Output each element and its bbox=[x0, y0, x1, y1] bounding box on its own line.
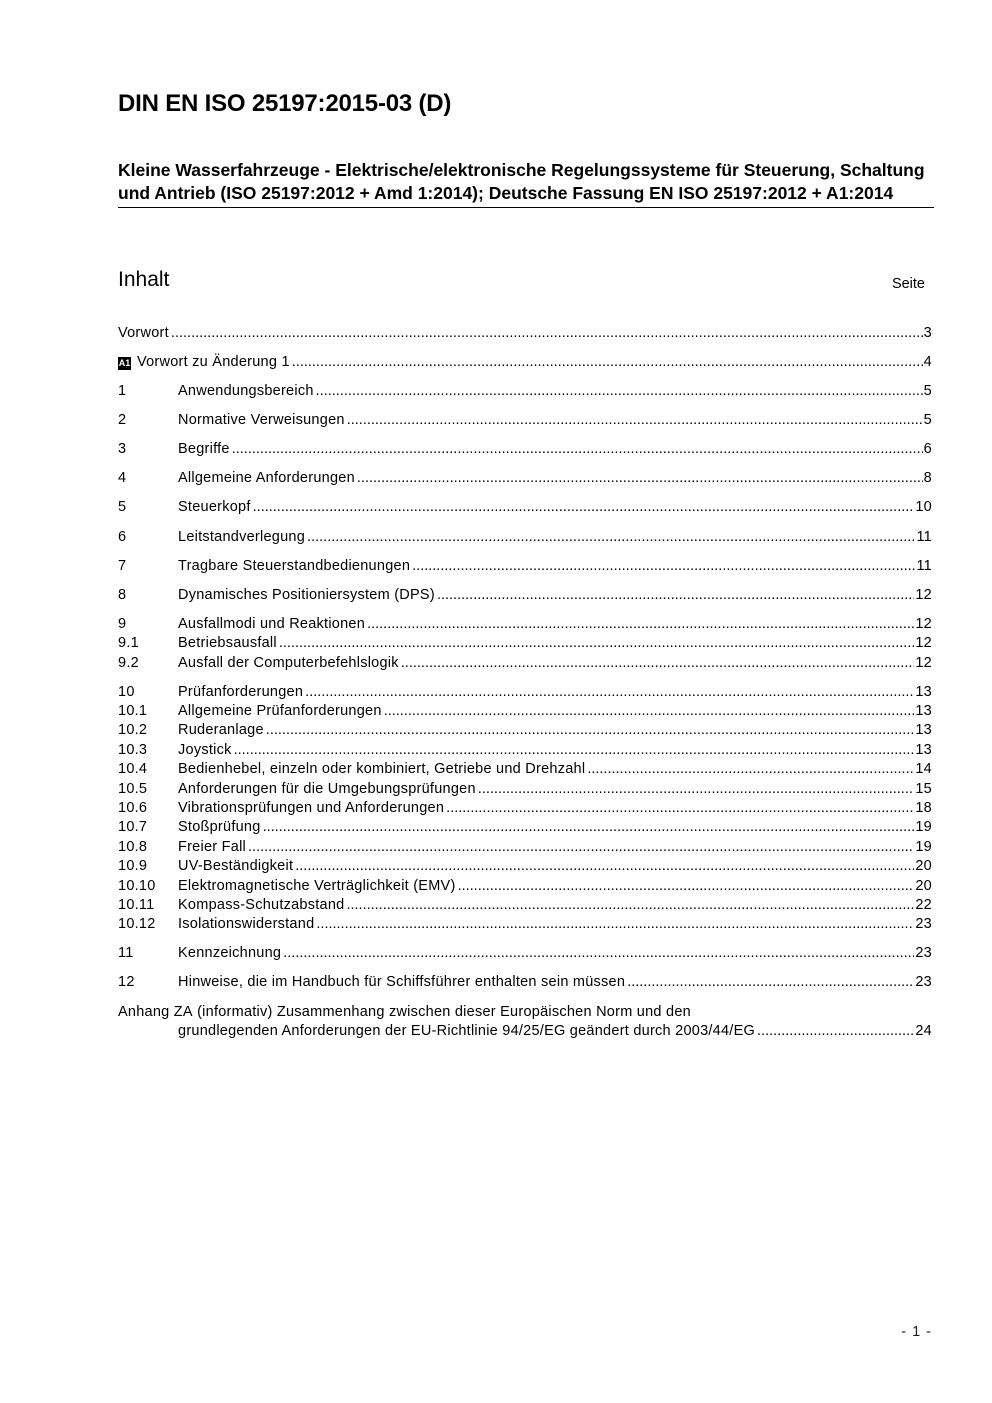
toc-entry-title: Vibrationsprüfungen und Anforderungen bbox=[178, 799, 445, 816]
toc-entry[interactable] bbox=[118, 839, 932, 858]
toc-entry-title: Isolationswiderstand bbox=[178, 916, 315, 933]
dot-leader bbox=[292, 354, 923, 370]
dot-leader bbox=[357, 470, 923, 486]
toc-entry-title: Freier Fall bbox=[178, 838, 247, 855]
toc-entry[interactable] bbox=[118, 441, 932, 460]
toc-entry-title: Ausfallmodi und Reaktionen bbox=[178, 615, 366, 632]
toc-entry[interactable] bbox=[118, 325, 932, 344]
toc-entry[interactable] bbox=[118, 499, 932, 518]
toc-entry-title: Hinweise, die im Handbuch für Schiffsführer enthalten sein müssen bbox=[178, 974, 626, 991]
toc-entry-number: 1 bbox=[118, 383, 127, 400]
toc-entry[interactable] bbox=[118, 616, 932, 635]
toc-entry-page: 5 bbox=[923, 383, 932, 400]
toc-entry[interactable] bbox=[118, 703, 932, 722]
toc-entry-number: 4 bbox=[118, 470, 127, 487]
toc-entry-title: Betriebsausfall bbox=[178, 635, 277, 652]
toc-entry-page: 12 bbox=[915, 586, 932, 603]
dot-leader bbox=[283, 945, 914, 961]
toc-entry-title: Allgemeine Anforderungen bbox=[178, 470, 355, 487]
toc-entry-title: Leitstandverlegung bbox=[178, 528, 306, 545]
dot-leader bbox=[263, 819, 915, 835]
dot-leader bbox=[248, 839, 914, 855]
toc-entry[interactable] bbox=[118, 354, 932, 373]
toc-entry-title: Ausfall der Computerbefehlslogik bbox=[178, 654, 399, 671]
toc-entry-title: Anwendungsbereich bbox=[178, 383, 314, 400]
toc-entry-title: Dynamisches Positioniersystem (DPS) bbox=[178, 586, 435, 603]
toc-entry-title: Normative Verweisungen bbox=[178, 412, 345, 429]
toc-entry-number: 11 bbox=[118, 945, 134, 962]
toc-entry[interactable] bbox=[118, 945, 932, 964]
toc-entry-number: 10.9 bbox=[118, 858, 148, 875]
dot-leader bbox=[295, 858, 914, 874]
toc-entry-number: 6 bbox=[118, 528, 127, 545]
dot-leader bbox=[458, 878, 915, 894]
toc-heading: Inhalt bbox=[118, 268, 170, 291]
toc-entry-number: 12 bbox=[118, 974, 135, 991]
toc-entry-title: Anforderungen für die Umgebungsprüfungen bbox=[178, 780, 476, 797]
dot-leader bbox=[478, 781, 915, 797]
toc-entry-page: 13 bbox=[915, 683, 932, 700]
toc-entry-page: 13 bbox=[915, 741, 932, 758]
toc-entry[interactable] bbox=[118, 529, 932, 548]
toc-entry-page: 12 bbox=[915, 654, 932, 671]
toc-entry-number: 2 bbox=[118, 412, 127, 429]
toc-entry-title: Tragbare Steuerstandbedienungen bbox=[178, 557, 411, 574]
toc-entry-number: 3 bbox=[118, 441, 127, 458]
annex-page: 24 bbox=[915, 1022, 932, 1039]
toc-entry-number: 10.6 bbox=[118, 799, 148, 816]
dot-leader bbox=[232, 441, 923, 457]
dot-leader bbox=[587, 761, 914, 777]
dot-leader bbox=[446, 800, 914, 816]
toc-entry-number: 10.10 bbox=[118, 877, 156, 894]
dot-leader bbox=[266, 722, 915, 738]
toc-entry-number: 5 bbox=[118, 499, 127, 516]
dot-leader bbox=[384, 703, 915, 719]
toc-entry[interactable] bbox=[118, 412, 932, 431]
toc-entry-number: 10.12 bbox=[118, 916, 156, 933]
toc-entry[interactable] bbox=[118, 684, 932, 703]
dot-leader bbox=[347, 412, 923, 428]
toc-entry-title: Kennzeichnung bbox=[178, 945, 282, 962]
toc-entry-title: Kompass-Schutzabstand bbox=[178, 896, 345, 913]
toc-entry-number: 10.8 bbox=[118, 838, 148, 855]
toc-entry[interactable] bbox=[118, 742, 932, 761]
toc-entry[interactable] bbox=[118, 635, 932, 654]
toc-entry-number: 8 bbox=[118, 586, 127, 603]
toc-entry-title: Allgemeine Prüfanforderungen bbox=[178, 703, 382, 720]
toc-entry-page: 10 bbox=[915, 499, 932, 516]
annex-title-line1: Zusammenhang zwischen dieser Europäischen Norm und den bbox=[276, 1003, 691, 1020]
dot-leader bbox=[346, 897, 914, 913]
dot-leader bbox=[367, 616, 914, 632]
toc-entry-title: UV-Beständigkeit bbox=[178, 858, 294, 875]
toc-entry-number: 10.1 bbox=[118, 703, 148, 720]
toc-entry[interactable] bbox=[118, 655, 932, 674]
toc-entry-number: 10.4 bbox=[118, 761, 148, 778]
toc-entry[interactable] bbox=[118, 858, 932, 877]
annex-title-line2: grundlegenden Anforderungen der EU-Richtlinie 94/25/EG geändert durch 2003/44/EG bbox=[178, 1022, 756, 1039]
toc-entry[interactable] bbox=[118, 761, 932, 780]
dot-leader bbox=[757, 1023, 914, 1039]
document-id: DIN EN ISO 25197:2015-03 (D) bbox=[118, 90, 452, 117]
toc-entry-page: 12 bbox=[915, 615, 932, 632]
toc-entry[interactable] bbox=[118, 587, 932, 606]
toc-entry-page: 3 bbox=[923, 325, 932, 341]
toc-annex-entry-continuation[interactable] bbox=[118, 1023, 932, 1042]
toc-entry-page: 11 bbox=[916, 557, 932, 574]
toc-entry-page: 8 bbox=[923, 470, 932, 487]
toc-entry[interactable] bbox=[118, 781, 932, 800]
toc-entry-title: Vorwort zu Änderung 1 bbox=[137, 354, 290, 371]
dot-leader bbox=[279, 635, 915, 651]
dot-leader bbox=[412, 558, 915, 574]
toc-entry[interactable] bbox=[118, 470, 932, 489]
toc-annex-entry[interactable] bbox=[118, 1004, 932, 1023]
toc-entry-number: 9 bbox=[118, 615, 127, 632]
toc-entry-number: 10.3 bbox=[118, 741, 148, 758]
toc-entry-page: 5 bbox=[923, 412, 932, 429]
toc-entry[interactable] bbox=[118, 558, 932, 577]
toc-entry-number: 10.7 bbox=[118, 819, 148, 836]
page-column-label: Seite bbox=[891, 276, 925, 292]
dot-leader bbox=[305, 684, 914, 700]
toc-entry-number: 10.5 bbox=[118, 780, 148, 797]
table-of-contents bbox=[118, 325, 932, 1042]
toc-entry-title: Ruderanlage bbox=[178, 722, 264, 739]
toc-entry-page: 4 bbox=[923, 354, 932, 371]
toc-entry-number: 9.1 bbox=[118, 635, 139, 652]
toc-entry-title: Stoßprüfung bbox=[178, 819, 261, 836]
toc-entry-number: 10.11 bbox=[118, 896, 155, 913]
toc-entry-title: Prüfanforderungen bbox=[178, 683, 304, 700]
toc-entry-title: Steuerkopf bbox=[178, 499, 251, 516]
toc-entry-number: 10.2 bbox=[118, 722, 148, 739]
toc-entry-page: 13 bbox=[915, 722, 932, 739]
toc-entry-title: Begriffe bbox=[178, 441, 230, 458]
toc-entry-number: 9.2 bbox=[118, 654, 139, 671]
toc-entry[interactable] bbox=[118, 819, 932, 838]
toc-entry-page: 23 bbox=[915, 945, 932, 962]
toc-entry-title: Vorwort bbox=[118, 325, 169, 341]
dot-leader bbox=[437, 587, 914, 603]
document-title: Kleine Wasserfahrzeuge - Elektrische/elektronische Regelungssysteme für Steuerung, Schaltung und Antrieb (ISO 25197:2012 + Amd 1:2014); Deutsche Fassung EN ISO 25197:2012 + A1:2014 bbox=[118, 159, 934, 208]
toc-entry[interactable] bbox=[118, 974, 932, 993]
dot-leader bbox=[307, 529, 915, 545]
toc-entry-page: 14 bbox=[915, 761, 932, 778]
annex-type: (informativ) bbox=[197, 1003, 273, 1020]
toc-entry-page: 11 bbox=[916, 528, 932, 545]
toc-entry-page: 15 bbox=[915, 780, 932, 797]
toc-entry[interactable] bbox=[118, 897, 932, 916]
toc-entry-page: 20 bbox=[915, 877, 932, 894]
dot-leader bbox=[234, 742, 915, 758]
toc-entry-page: 19 bbox=[915, 819, 932, 836]
toc-entry-page: 13 bbox=[915, 703, 932, 720]
toc-entry-title: Joystick bbox=[178, 741, 232, 758]
toc-entry-title: Elektromagnetische Verträglichkeit (EMV) bbox=[178, 877, 456, 894]
toc-entry-page: 20 bbox=[915, 858, 932, 875]
toc-entry-page: 23 bbox=[915, 974, 932, 991]
toc-entry-number: 10 bbox=[118, 683, 135, 700]
toc-entry-number: 7 bbox=[118, 557, 127, 574]
dot-leader bbox=[253, 499, 915, 515]
toc-entry[interactable] bbox=[118, 722, 932, 741]
toc-entry-page: 6 bbox=[923, 441, 932, 458]
dot-leader bbox=[627, 974, 914, 990]
toc-entry[interactable] bbox=[118, 878, 932, 897]
dot-leader bbox=[316, 383, 923, 399]
toc-entry-page: 12 bbox=[915, 635, 932, 652]
toc-entry[interactable] bbox=[118, 800, 932, 819]
annex-label: Anhang ZA bbox=[118, 1003, 193, 1020]
page-number: - 1 - bbox=[901, 1324, 932, 1340]
toc-entry-page: 18 bbox=[915, 799, 932, 816]
amendment-marker-icon: A1 bbox=[118, 358, 131, 369]
toc-entry-page: 23 bbox=[915, 916, 932, 933]
toc-entry[interactable] bbox=[118, 383, 932, 402]
dot-leader bbox=[171, 325, 923, 341]
dot-leader bbox=[401, 655, 915, 671]
toc-entry-page: 22 bbox=[915, 896, 932, 913]
toc-entry[interactable] bbox=[118, 916, 932, 935]
toc-entry-title: Bedienhebel, einzeln oder kombiniert, Getriebe und Drehzahl bbox=[178, 761, 586, 778]
dot-leader bbox=[316, 916, 914, 932]
toc-entry-page: 19 bbox=[915, 838, 932, 855]
